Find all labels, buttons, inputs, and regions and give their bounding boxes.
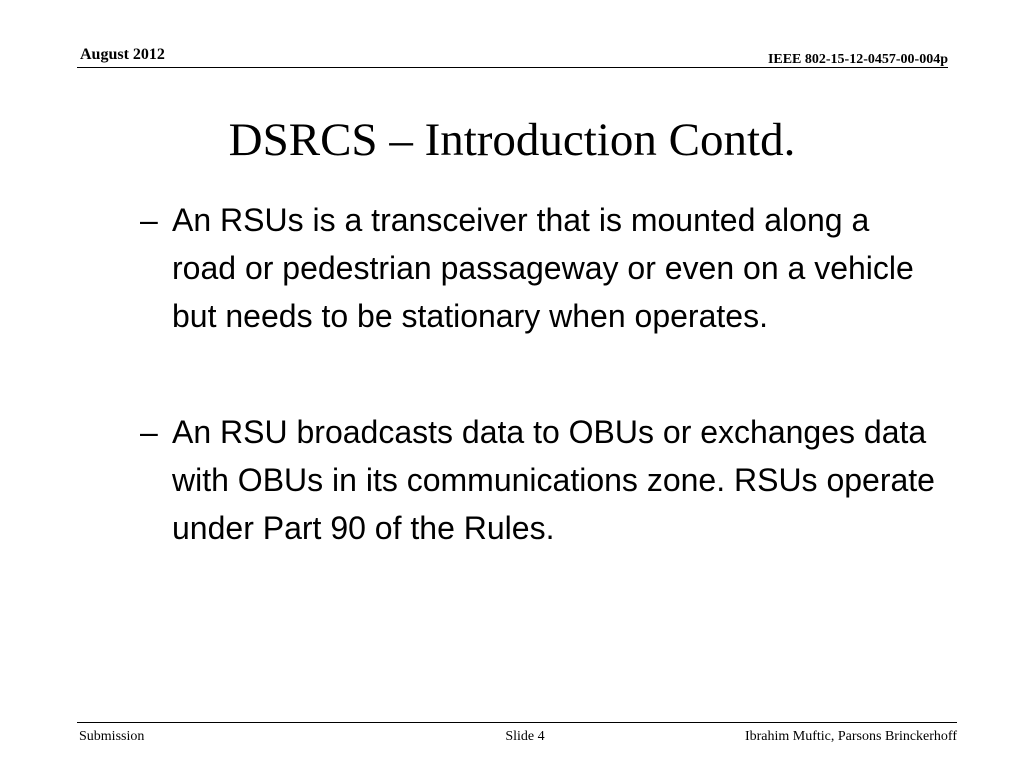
header-date: August 2012 <box>80 46 165 63</box>
bullet-dash: – <box>140 202 158 238</box>
bullet-text: An RSUs is a transceiver that is mounted along a road or pedestrian passageway or even on a vehicle but needs to be stationary when operates. <box>172 202 914 334</box>
slide-title: DSRCS – Introduction Contd. <box>228 114 796 166</box>
bullet-text: An RSU broadcasts data to OBUs or exchanges data with OBUs in its communications zone. RSUs operate under Part 90 of the Rules. <box>172 414 935 546</box>
footer-divider <box>77 722 957 723</box>
footer-submission: Submission <box>79 729 145 744</box>
bullet-dash: – <box>140 414 158 450</box>
footer-author: Ibrahim Muftic, Parsons Brinckerhoff <box>744 729 957 744</box>
footer-slide-number: Slide 4 <box>505 729 545 744</box>
header-divider <box>77 67 948 68</box>
header-doc-id: IEEE 802-15-12-0457-00-004p <box>767 52 948 67</box>
bullet-list <box>140 196 940 620</box>
bullet-item <box>140 196 940 340</box>
bullet-item <box>140 408 940 552</box>
